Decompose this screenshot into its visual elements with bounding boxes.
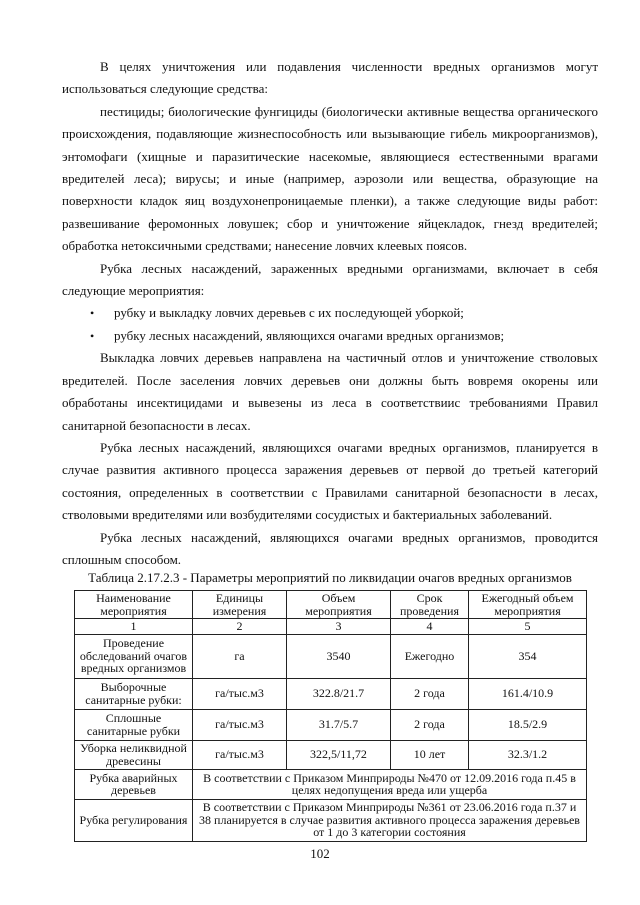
bullet-list xyxy=(62,302,598,347)
table-cell: Рубка аварийных деревьев xyxy=(75,769,193,799)
table-row xyxy=(75,634,587,678)
paragraph-trap-trees: Выкладка ловчих деревьев направлена на частичный отлов и уничтожение стволовых вредителей. После заселения ловчих деревьев они должны быть вовремя окорены или обработаны инсектицидами и вывезены из леса в соответствиис требованиями Правил санитарной безопасности в лесах. xyxy=(62,350,598,433)
table-cell: Проведение обследований очагов вредных организмов xyxy=(75,634,193,678)
table-cell: га/тыс.м3 xyxy=(193,740,287,769)
paragraph-means-list: пестициды; биологические фунгициды (биологически активные вещества органического происхождения, подавляющие жизнеспособность или вызывающие гибель микроорганизмов), энтомофаги (хищные и паразитические насекомые, являющиеся естественными врагами вредителей леса); вирусы; и иные (например, аэрозоли или вещества, образующие на поверхности кладок яиц воздухонепроницаемые пленки), а также следующие виды работ: развешивание феромонных ловушек; сбор и уничтожение яйцекладок, гнезд вредителей; обработка нетоксичными средствами; нанесение ловчих клеевых поясов. xyxy=(62,103,598,254)
table-caption: Таблица 2.17.2.3 - Параметры мероприятий по ликвидации очагов вредных организмов xyxy=(88,570,572,585)
table-cell: 18.5/2.9 xyxy=(469,709,587,740)
table-header-row xyxy=(75,591,587,619)
column-number: 1 xyxy=(75,619,193,635)
bullet-text: рубку и выкладку ловчих деревьев с их последующей уборкой; xyxy=(114,305,464,321)
list-item xyxy=(62,302,598,324)
table-cell: га xyxy=(193,634,287,678)
table-number-row xyxy=(75,619,587,635)
table-cell: 31.7/5.7 xyxy=(287,709,391,740)
table-row xyxy=(75,769,587,799)
table-cell: 322.8/21.7 xyxy=(287,678,391,709)
column-number: 5 xyxy=(469,619,587,635)
table-cell: 2 года xyxy=(391,678,469,709)
table-cell: 2 года xyxy=(391,709,469,740)
bullet-icon: • xyxy=(90,328,95,343)
paragraph-means-intro: В целях уничтожения или подавления численности вредных организмов могут использоваться следующие средства: xyxy=(62,59,598,97)
header-cell: Объем мероприятия xyxy=(287,591,391,619)
header-cell: Единицы измерения xyxy=(193,591,287,619)
table-row xyxy=(75,709,587,740)
bullet-text: рубку лесных насаждений, являющихся очагами вредных организмов; xyxy=(114,327,505,343)
table-cell: 322,5/11,72 xyxy=(287,740,391,769)
column-number: 4 xyxy=(391,619,469,635)
paragraph-planning: Рубка лесных насаждений, являющихся очагами вредных организмов, планируется в случае развития активного процесса заражения деревьев от первой до третьей категорий состояния, определенных в соответствии с Правилами санитарной безопасности в лесах, стволовыми вредителями или возбудителями сосудистых и бактериальных заболеваний. xyxy=(62,439,598,523)
page-number: 102 xyxy=(310,846,330,861)
table-row xyxy=(75,678,587,709)
table-cell: 354 xyxy=(469,634,587,678)
paragraph-felling-intro: Рубка лесных насаждений, зараженных вредными организмами, включает в себя следующие мероприятия: xyxy=(62,260,598,299)
table-cell: Рубка регулирования xyxy=(75,799,193,841)
header-cell: Наименование мероприятия xyxy=(75,591,193,619)
measures-table xyxy=(74,590,587,842)
table-merged-cell: В соответствии с Приказом Минприроды №470 от 12.09.2016 года п.45 в целях недопущения вреда или ущерба xyxy=(193,769,587,799)
table-cell: га/тыс.м3 xyxy=(193,709,287,740)
column-number: 3 xyxy=(287,619,391,635)
table-cell: 10 лет xyxy=(391,740,469,769)
table-cell: 161.4/10.9 xyxy=(469,678,587,709)
table-row xyxy=(75,740,587,769)
table-cell: Уборка неликвидной древесины xyxy=(75,740,193,769)
header-cell: Срок проведения xyxy=(391,591,469,619)
table-cell: га/тыс.м3 xyxy=(193,678,287,709)
table-cell: Выборочные санитарные рубки: xyxy=(75,678,193,709)
table-cell: Ежегодно xyxy=(391,634,469,678)
table-cell: 32.3/1.2 xyxy=(469,740,587,769)
header-cell: Ежегодный объем мероприятия xyxy=(469,591,587,619)
list-item xyxy=(62,325,598,347)
table-row xyxy=(75,799,587,841)
table-cell: Сплошные санитарные рубки xyxy=(75,709,193,740)
bullet-icon: • xyxy=(90,306,95,321)
column-number: 2 xyxy=(193,619,287,635)
table-merged-cell: В соответствии с Приказом Минприроды №361 от 23.06.2016 года п.37 и 38 планируется в случае развития активного процесса заражения деревьев от 1 до 3 категории состояния xyxy=(193,799,587,841)
table-cell: 3540 xyxy=(287,634,391,678)
body-text xyxy=(62,56,598,571)
paragraph-method: Рубка лесных насаждений, являющихся очагами вредных организмов, проводится сплошным способом. xyxy=(62,529,598,567)
